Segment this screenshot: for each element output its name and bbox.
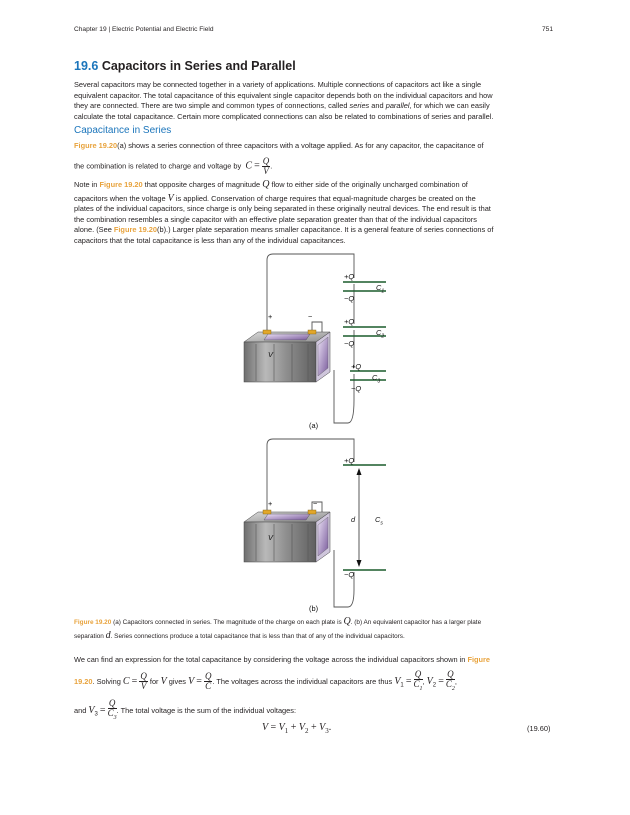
separation-label: d xyxy=(351,515,356,524)
figure-b xyxy=(244,439,386,607)
intro-line: Several capacitors may be connected together in a variety of applications. Multiple connections of capacitors act like a single xyxy=(74,80,482,89)
running-header: Chapter 19 | Electric Potential and Electric Field xyxy=(74,26,214,33)
paragraph-charge-note: Note in Figure 19.20 that opposite charges of magnitude Q flow to either side of the originally uncharged combination of capacitors when the voltage V is applied. Conservation of charge requires that equal-magnitude charges be created on the plates of the individual capacitors, since charge is only being separated in these originally neutral devices. The end result is that the combination resembles a single capacitor with an effective plate separation greater than that of the individual capacitors alone. (See Figure 19.20(b).) Larger plate separation means smaller capacitance. It is a general feature of series connections of capacitors that the total capacitance is less than any of the individual capacitances. xyxy=(74,179,494,245)
equation-19-60: $V = V_1 + V_2 + V_3$. xyxy=(262,722,332,735)
capacitor-label-c2: $C_2$ xyxy=(376,328,385,340)
intro-paragraph xyxy=(74,80,556,122)
section-title: Capacitors in Series and Parallel xyxy=(101,59,296,73)
intro-line: equivalent capacitor. The total capacitance of this equivalent single capacitor depends both on the individual capacitors and how xyxy=(74,90,493,100)
figure-a xyxy=(244,254,386,423)
caption-label: Figure 19.20 xyxy=(74,619,112,626)
subsection-heading: Capacitance in Series xyxy=(74,125,172,136)
charge-label: +Q xyxy=(351,362,362,371)
paragraph-series-intro: Figure 19.20(a) shows a series connection of three capacitors with a voltage applied. As for any capacitor, the capacitance of the combination is related to charge and voltage by C = $\frac{Q}{V}$ . xyxy=(74,141,484,176)
charge-label: +Q xyxy=(344,456,355,465)
battery-minus-label: − xyxy=(313,499,318,508)
term-series: series xyxy=(349,101,370,111)
battery-plus-label: + xyxy=(268,312,273,321)
figure-link[interactable]: Figure 19.20 xyxy=(99,180,143,189)
capacitor-label-cs: $C_s$ xyxy=(375,515,383,527)
battery-voltage-label: V xyxy=(268,533,273,542)
charge-label: −Q xyxy=(351,384,362,393)
term-parallel: parallel xyxy=(385,101,410,111)
battery xyxy=(244,510,330,562)
figure-link[interactable]: Figure 19.20 xyxy=(74,141,118,150)
panel-label-b: (b) xyxy=(309,604,319,613)
charge-label: −Q xyxy=(344,294,355,303)
battery xyxy=(244,330,330,382)
battery-plus-label: + xyxy=(268,499,273,508)
paragraph-derivation: We can find an expression for the total capacitance by considering the voltage across the individual capacitors shown in Figure 19.20. Solving C = $\frac{Q}{V}$ for V gives V = $\frac{Q}{C}$ . The voltages across the individual capacitors are thus $V_1$ = $\frac{Q}{C_1}$ , $V_2$ = $\frac{Q}{C_2}$ , and $V_3$ = $\frac{Q}{C_3}$ . The total voltage is the sum of the individual voltages: xyxy=(74,655,491,722)
equation-number: (19.60) xyxy=(527,724,551,733)
figure-link[interactable]: Figure 19.20 xyxy=(113,225,157,235)
capacitor-label-c1: $C_1$ xyxy=(376,283,385,295)
page-number: 751 xyxy=(542,26,554,33)
charge-label: +Q xyxy=(344,272,355,281)
fraction-q-over-v: $\frac{Q}{V}$ xyxy=(262,155,270,176)
battery-minus-label: − xyxy=(308,312,313,321)
section-number: 19.6 xyxy=(74,59,99,73)
battery-voltage-label: V xyxy=(268,350,273,359)
figure-caption: Figure 19.20 (a) Capacitors connected in series. The magnitude of the charge on each plate is Q. (b) An equivalent capacitor has a larger plate separation d. Series connections produce a total capacitance that is less than that of any of the individual capacitors. xyxy=(74,616,482,641)
charge-label: −Q xyxy=(344,339,355,348)
intro-line: calculate the total capacitance. Certain more complicated connections can also be related to combinations of series and parallel. xyxy=(74,111,494,121)
section-heading xyxy=(74,59,296,73)
figure-link[interactable]: 19.20 xyxy=(74,676,93,686)
capacitor-label-c3: $C_3$ xyxy=(372,373,381,385)
charge-label: +Q xyxy=(344,317,355,326)
panel-label-a: (a) xyxy=(309,421,319,430)
intro-line: they are connected. There are two simple and common types of connections, called series and parallel, for which we can easily xyxy=(74,101,490,111)
charge-label: −Q xyxy=(344,570,355,579)
figure-19-20 xyxy=(230,250,410,615)
figure-link[interactable]: Figure xyxy=(467,655,491,664)
